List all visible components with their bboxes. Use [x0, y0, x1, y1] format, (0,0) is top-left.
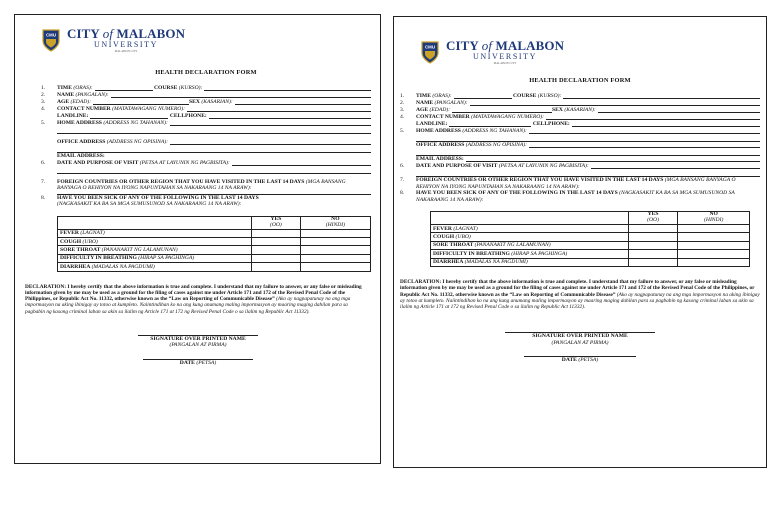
university-name: CITY of MALABON [67, 26, 186, 41]
diarrhea-yes-cell[interactable] [628, 258, 678, 266]
signature-block: SIGNATURE OVER PRINTED NAME (PANGALAN AT PIRMA) [400, 332, 760, 346]
symptoms-table [430, 211, 750, 267]
field-office-address: OFFICE ADDRESS (ADDRESS NG OPISINA): [416, 142, 760, 149]
field-landline-cellphone: LANDLINE: CELLPHONE: [416, 121, 760, 128]
declaration-text: DECLARATION: I hereby certify that the above information is true and complete. I understand that my failure to answer, or any false or misleading information given by me may be used as a ground for the filing of cases against me under Article 171 and 172 of the Revised Penal Code of the Philippines, or Republic Act No. 11332, otherwise known as the “Law on Reporting of Communicable Disease” (Ako ay nagpapatunay na ang mga impormasyon na aking ibinigay ay totoo at kumpleto. Naiintindihan ko na ang kung anumang maling impormasyon ay maaring maging dahilan para sa pagbabin ng kasong criminal laban sa akin sa ilalim ng Article 171 at 172 ng Revised Penal Code o sa ilalim ng Republic Act 11332). [400, 278, 760, 311]
cough-no-cell[interactable] [300, 237, 370, 245]
field-age-sex: 3. AGE (EDAD): SEX (KASARIAN): [400, 107, 760, 114]
symptoms-header-row [431, 212, 750, 225]
form-fields [41, 85, 371, 208]
university-tagline: MALABON CITY [114, 49, 138, 53]
sore-throat-no-cell[interactable] [678, 241, 750, 249]
home-address-extra-line[interactable] [57, 127, 371, 134]
university-logo [420, 37, 760, 67]
crest-icon [41, 28, 61, 52]
table-row: DIARRHEA (MADALAS NA PAGDUMI) [58, 263, 371, 271]
field-name: 2. NAME (PANGALAN): [41, 92, 371, 99]
university-name: CITY of MALABON [446, 38, 565, 53]
declaration-text: DECLARATION: I hereby certify that the above information is true and complete. I understand that my failure to answer, or any false or misleading information given by me may be used as a ground for the filing of cases against me under Article 171 and 172 of the Revised Penal Code of the Philippines, or Republic Act No. 11332, otherwise known as the “Law on Reporting of Communicable Disease” (Ako ay nagpapatunay na ang mga impormasyon na aking ibinigay ay totoo at kumpleto. Naiintindihan ko na ang kung anumang maling impormasyon ay maaring maging dahilan para sa pagbabin ng kasong criminal laban sa akin sa ilalim ng Article 171 at 172 ng Revised Penal Code o sa ilalim ng Republic Act 11332). [25, 283, 362, 315]
field-age-sex: 3. AGE (EDAD): SEX (KASARIAN): [41, 99, 371, 106]
table-row: SORE THROAT (PANANAKIT NG LALAMUNAN) [431, 241, 750, 249]
email-input-line[interactable] [466, 156, 760, 162]
diarrhea-no-cell[interactable] [678, 258, 750, 266]
field-email: EMAIL ADDRESS: [57, 153, 105, 159]
cough-yes-cell[interactable] [628, 233, 678, 241]
office-address-input-line[interactable] [170, 139, 371, 145]
university-subtitle: UNIVERSITY [473, 52, 538, 61]
age-input-line[interactable] [93, 99, 189, 105]
breathing-no-cell[interactable] [678, 250, 750, 258]
symptoms-table [57, 216, 371, 272]
office-address-extra-line[interactable] [416, 149, 760, 156]
sex-input-line[interactable] [235, 99, 371, 105]
age-input-line[interactable] [452, 107, 552, 113]
field-time-course: 1. TIME (ORAS): COURSE (KURSO): [41, 85, 371, 92]
field-date-purpose: 6. DATE AND PURPOSE OF VISIT (PETSA AT LAYUNIN NG PAGBISITA): [400, 163, 760, 170]
field-sick: 8. HAVE YOU BEEN SICK OF ANY OF THE FOLLOWING IN THE LAST 14 DAYS (NAGKASAKIT KA BA SA MGA SUMUSUNOD SA NAKARAANG 14 NA ARAW): [400, 190, 735, 203]
cellphone-input-line[interactable] [572, 121, 760, 127]
sex-input-line[interactable] [598, 107, 760, 113]
field-landline-cellphone: LANDLINE: CELLPHONE: [57, 113, 371, 120]
time-input-line[interactable] [454, 93, 512, 99]
table-row: DIFFICULTY IN BREATHING (HIRAP SA PAGHINGA) [431, 250, 750, 258]
field-sick: 8. HAVE YOU BEEN SICK OF ANY OF THE FOLLOWING IN THE LAST 14 DAYS (NAGKASAKIT KA BA SA MGA SUMUSUNOD SA NAKARAANG 14 NA ARAW): [41, 194, 259, 208]
date-purpose-extra-line[interactable] [57, 167, 371, 174]
office-address-input-line[interactable] [529, 142, 760, 148]
table-row: COUGH (UBO) [58, 237, 371, 245]
fever-yes-cell[interactable] [628, 224, 678, 232]
table-row: COUGH (UBO) [431, 233, 750, 241]
diarrhea-no-cell[interactable] [300, 263, 370, 271]
field-name: 2. NAME (PANGALAN): [400, 100, 760, 107]
crest-text: CMU [46, 32, 56, 38]
table-row: DIARRHEA (MADALAS NA PAGDUMI) [431, 258, 750, 266]
no-header: NO (HINDI) [300, 216, 370, 229]
cough-no-cell[interactable] [678, 233, 750, 241]
field-home-address: 5. HOME ADDRESS (ADDRESS NG TAHANAN): [400, 128, 760, 135]
no-header: NO (HINDI) [678, 212, 750, 225]
university-subtitle: UNIVERSITY [94, 40, 159, 49]
date-block: DATE (PETSA) [25, 359, 371, 366]
form-content [25, 25, 371, 366]
diarrhea-yes-cell[interactable] [252, 263, 301, 271]
university-logo [41, 25, 371, 55]
contact-input-line[interactable] [187, 106, 371, 112]
office-address-extra-line[interactable] [57, 146, 371, 153]
table-row: FEVER (LAGNAT) [58, 229, 371, 237]
field-foreign-countries: 7. FOREIGN COUNTRIES OR OTHER REGION THAT YOU HAVE VISITED IN THE LAST 14 DAYS (MGA BANSANG BANYAGA O REHIYON NA IYONG NAPUNTAHAN SA NAKARAANG 14 NA ARAW): [400, 177, 736, 190]
yes-header: YES (OO) [628, 212, 678, 225]
home-address-input-line[interactable] [170, 120, 371, 126]
yes-header: YES (OO) [252, 216, 301, 229]
crest-text: CMU [425, 44, 435, 50]
fever-no-cell[interactable] [678, 224, 750, 232]
signature-block: SIGNATURE OVER PRINTED NAME (PANGALAN AT PIRMA) [25, 335, 371, 349]
crest-icon [420, 40, 440, 64]
field-email: EMAIL ADDRESS: [416, 156, 760, 163]
landline-input-line[interactable] [90, 113, 168, 119]
date-purpose-input-line[interactable] [591, 163, 760, 169]
field-foreign-countries: 7. FOREIGN COUNTRIES OR OTHER REGION THAT YOU HAVE VISITED IN THE LAST 14 DAYS (MGA BANSANG BANYAGA O REHIYON NA IYONG NAPUNTAHAN SA NAKARAANG 14 NA ARAW): [41, 178, 346, 192]
breathing-yes-cell[interactable] [628, 250, 678, 258]
field-contact: 4. CONTACT NUMBER (MATATAWAGANG NUMERO): [41, 106, 371, 113]
sore-throat-no-cell[interactable] [300, 246, 370, 254]
home-address-input-line[interactable] [529, 128, 760, 134]
cough-yes-cell[interactable] [252, 237, 301, 245]
sore-throat-yes-cell[interactable] [628, 241, 678, 249]
symptoms-header-row [58, 216, 371, 229]
breathing-yes-cell[interactable] [252, 254, 301, 262]
sore-throat-yes-cell[interactable] [252, 246, 301, 254]
field-date-purpose: 6. DATE AND PURPOSE OF VISIT (PETSA AT LAYUNIN NG PAGBISITA): [41, 160, 371, 167]
date-purpose-input-line[interactable] [232, 160, 371, 166]
contact-input-line[interactable] [546, 114, 760, 120]
date-block: DATE (PETSA) [400, 356, 760, 363]
field-contact: 4. CONTACT NUMBER (MATATAWAGANG NUMERO): [400, 114, 760, 121]
table-row: FEVER (LAGNAT) [431, 224, 750, 232]
course-input-line[interactable] [563, 93, 760, 99]
landline-input-line[interactable] [449, 121, 531, 127]
university-tagline: MALABON CITY [493, 61, 517, 65]
form-page-left [14, 14, 381, 464]
form-content [400, 37, 760, 364]
form-page-right [393, 16, 767, 468]
field-office-address: OFFICE ADDRESS (ADDRESS NG OPISINA): [57, 139, 371, 146]
breathing-no-cell[interactable] [300, 254, 370, 262]
course-input-line[interactable] [204, 85, 371, 91]
name-input-line[interactable] [111, 92, 371, 98]
table-row: SORE THROAT (PANANAKIT NG LALAMUNAN) [58, 246, 371, 254]
field-time-course: 1. TIME (ORAS): COURSE (KURSO): [400, 93, 760, 100]
form-fields [400, 93, 760, 203]
fever-yes-cell[interactable] [252, 229, 301, 237]
cellphone-input-line[interactable] [209, 113, 371, 119]
form-title: HEALTH DECLARATION FORM [529, 77, 631, 84]
home-address-extra-line[interactable] [416, 135, 760, 142]
time-input-line[interactable] [95, 85, 153, 91]
fever-no-cell[interactable] [300, 229, 370, 237]
field-home-address: 5. HOME ADDRESS (ADDRESS NG TAHANAN): [41, 120, 371, 127]
form-title: HEALTH DECLARATION FORM [155, 69, 257, 76]
date-purpose-extra-line[interactable] [416, 170, 760, 177]
name-input-line[interactable] [470, 100, 760, 106]
table-row: DIFFICULTY IN BREATHING (HIRAP SA PAGHINGA) [58, 254, 371, 262]
